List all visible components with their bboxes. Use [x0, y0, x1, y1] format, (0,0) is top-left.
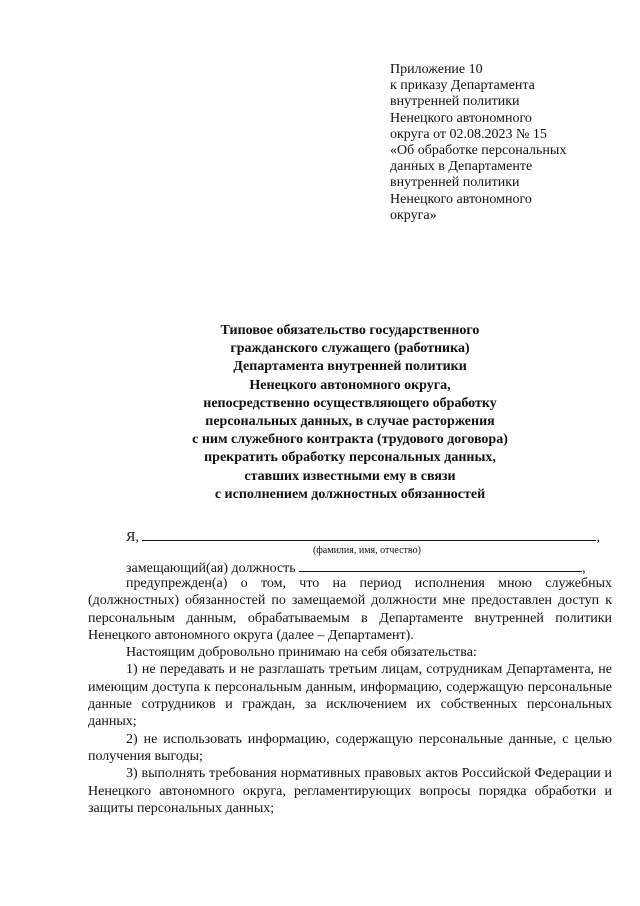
name-field[interactable] [142, 526, 596, 541]
appendix-line: внутренней политики [390, 175, 520, 191]
paragraph-item-3: 3) выполнять требования нормативных правовых актов Российской Федерации и Ненецкого автономного округа, регламентирующих вопросы порядка обработки и защиты персональных данных; [88, 766, 612, 816]
name-field-caption: (фамилия, имя, отчество) [313, 545, 421, 556]
title-line: персональных данных, в случае расторжения [205, 414, 495, 430]
appendix-line: Приложение 10 [390, 62, 483, 77]
title-line: Ненецкого автономного округа, [249, 377, 451, 393]
paragraph-item-2: 2) не использовать информацию, содержащую персональные данные, с целью получения выгоды; [88, 731, 612, 764]
title-line: с исполнением должностных обязанностей [214, 486, 486, 502]
paragraph-item-1: 1) не передавать и не разглашать третьим лицам, сотрудникам Департамента, не имеющим доступа к персональным данным, информацию, содержащую персональные данные сотрудников и граждан, за исключением их собственных персональных данных; [88, 662, 612, 730]
position-field[interactable] [299, 557, 582, 572]
name-line [126, 526, 600, 546]
appendix-line: данных в Департаменте [390, 159, 533, 175]
title-line: прекратить обработку персональных данных, [204, 450, 496, 466]
title-line: Департамента внутренней политики [233, 359, 467, 375]
paragraph-intro: Настоящим добровольно принимаю на себя обязательства: [126, 645, 477, 661]
title-line: непосредственно осуществляющего обработку [203, 395, 497, 411]
appendix-line: округа» [390, 207, 437, 223]
title-line: ставших известными ему в связи [244, 468, 456, 484]
position-line [126, 557, 586, 577]
appendix-block [390, 62, 625, 224]
appendix-line: «Об обработке персональных [390, 143, 567, 159]
position-label: замещающий(ая) должность [126, 561, 296, 576]
paragraph-preamble: предупрежден(а) о том, что на период исполнения мною служебных (должностных) обязанностей по замещаемой должности мне предоставлен доступ к персональным данным, обрабатываемым в Департаменте внутренней политики Ненецкого автономного округа (далее – Департамент). [88, 576, 612, 643]
position-line-comma: , [582, 561, 586, 576]
title-line: с ним служебного контракта (трудового договора) [192, 432, 508, 448]
document-title [100, 322, 600, 504]
appendix-line: внутренней политики [390, 94, 520, 110]
title-line: Типовое обязательство государственного [220, 323, 480, 338]
name-line-comma: , [596, 530, 600, 545]
appendix-line: Ненецкого автономного [390, 110, 532, 126]
appendix-line: Ненецкого автономного [390, 191, 532, 207]
appendix-line: к приказу Департамента [390, 78, 535, 94]
ya-label: Я, [126, 530, 139, 545]
body-text [88, 575, 612, 817]
title-line: гражданского служащего (работника) [230, 341, 470, 357]
appendix-line: округа от 02.08.2023 № 15 [390, 126, 547, 142]
